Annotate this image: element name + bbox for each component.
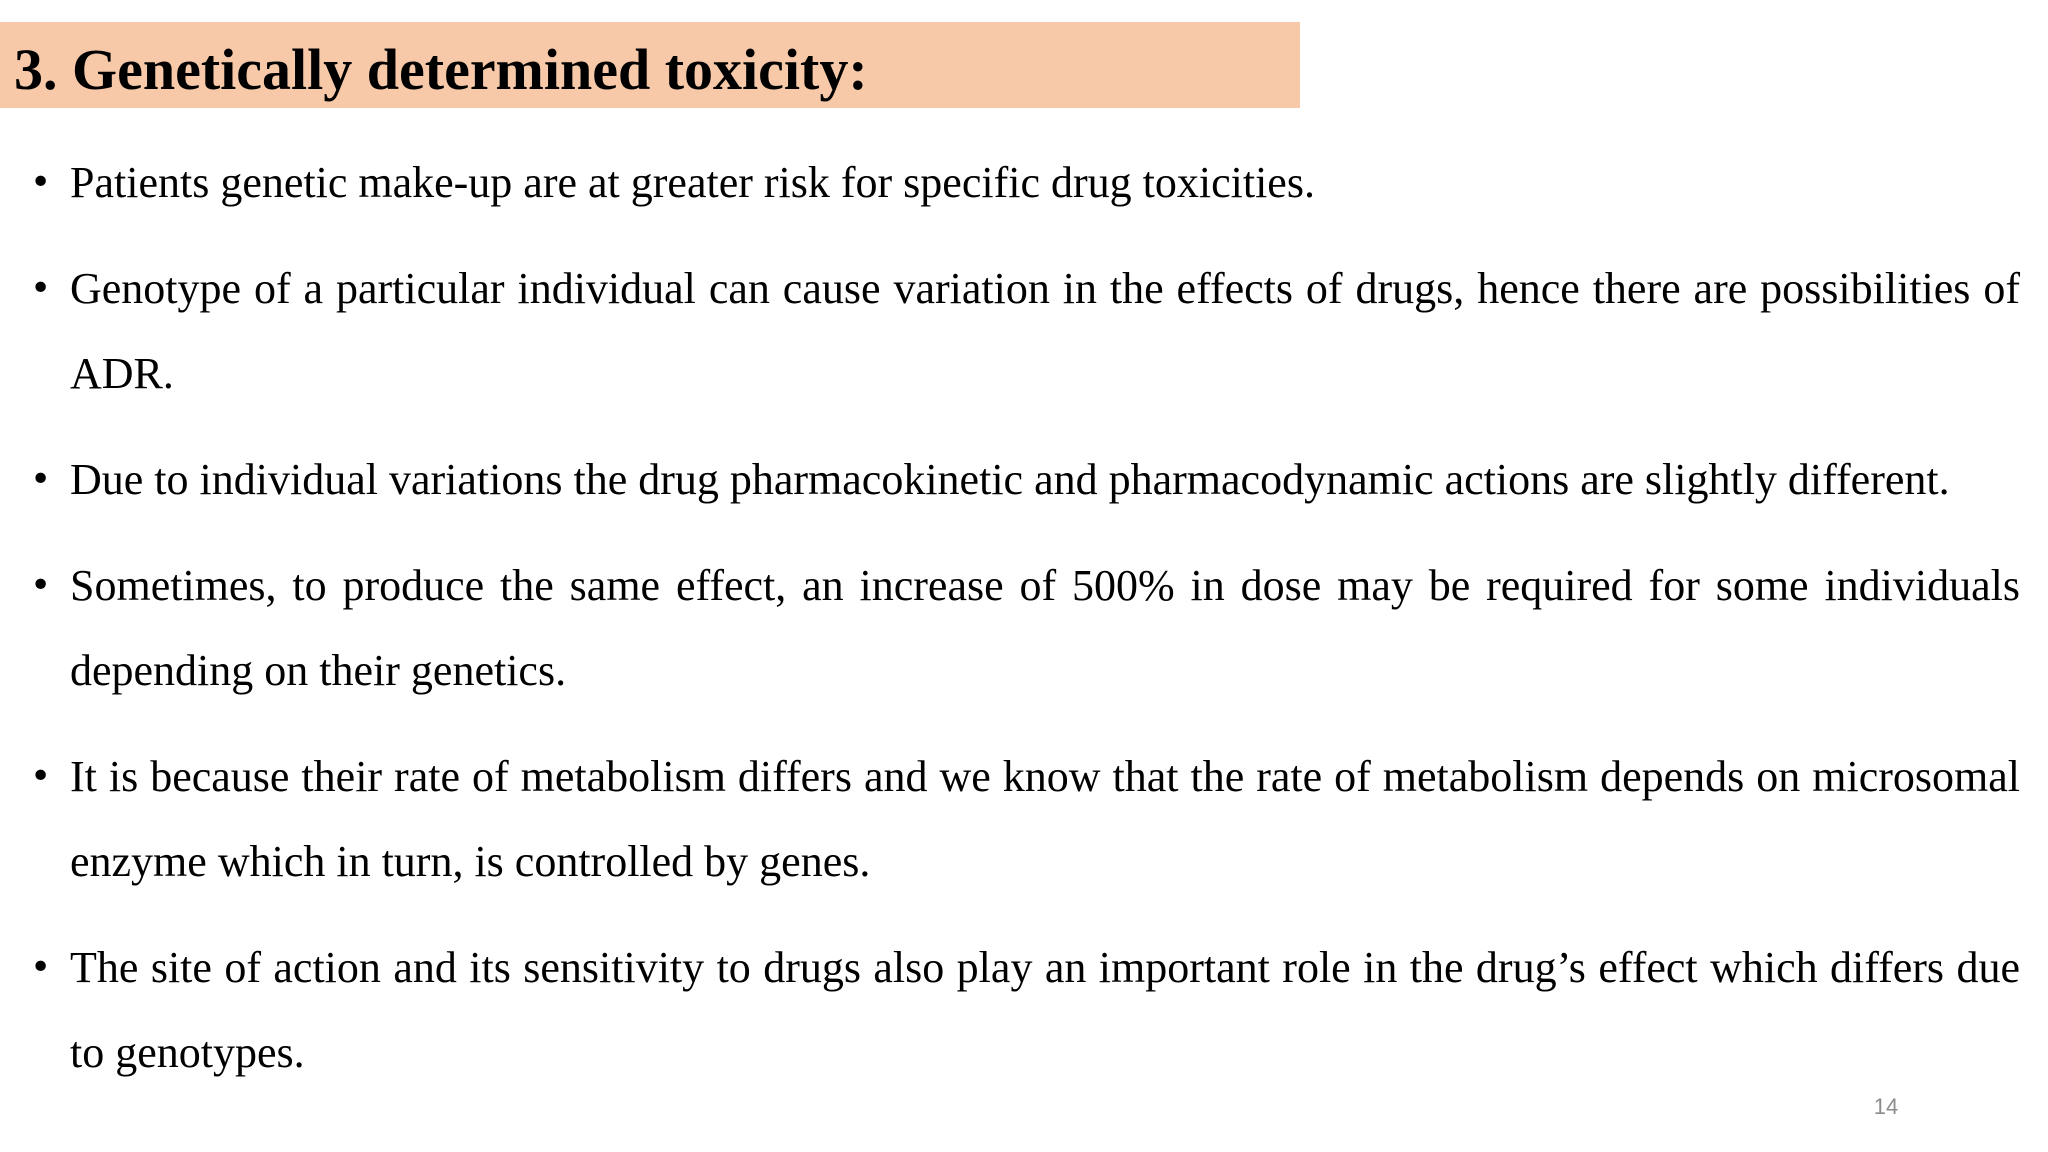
bullet-text: The site of action and its sensitivity to drugs also play an important role in the drug’s effect which differs due to genotypes. bbox=[70, 943, 2020, 1077]
bullet-dot-icon: • bbox=[30, 756, 52, 797]
bullet-item bbox=[30, 246, 2020, 416]
bullet-text: Due to individual variations the drug pharmacokinetic and pharmacodynamic actions are slightly different. bbox=[70, 455, 1950, 504]
bullet-list bbox=[30, 140, 2020, 1116]
bullet-text: Genotype of a particular individual can cause variation in the effects of drugs, hence there are possibilities of ADR. bbox=[70, 264, 2020, 398]
bullet-dot-icon: • bbox=[30, 565, 52, 606]
bullet-text: It is because their rate of metabolism differs and we know that the rate of metabolism depends on microsomal enzyme which in turn, is controlled by genes. bbox=[70, 752, 2020, 886]
bullet-dot-icon: • bbox=[30, 162, 52, 203]
page-number: 14 bbox=[1873, 1094, 1899, 1119]
bullet-item bbox=[30, 140, 2020, 225]
bullet-item bbox=[30, 925, 2020, 1095]
bullet-dot-icon: • bbox=[30, 268, 52, 309]
bullet-text: Sometimes, to produce the same effect, an increase of 500% in dose may be required for some individuals depending on their genetics. bbox=[70, 561, 2020, 695]
bullet-dot-icon: • bbox=[30, 947, 52, 988]
bullet-text: Patients genetic make-up are at greater risk for specific drug toxicities. bbox=[70, 158, 1315, 207]
slide-title: 3. Genetically determined toxicity: bbox=[14, 37, 868, 102]
bullet-item bbox=[30, 543, 2020, 713]
bullet-item bbox=[30, 734, 2020, 904]
bullet-dot-icon: • bbox=[30, 459, 52, 500]
bullet-item bbox=[30, 437, 2020, 522]
